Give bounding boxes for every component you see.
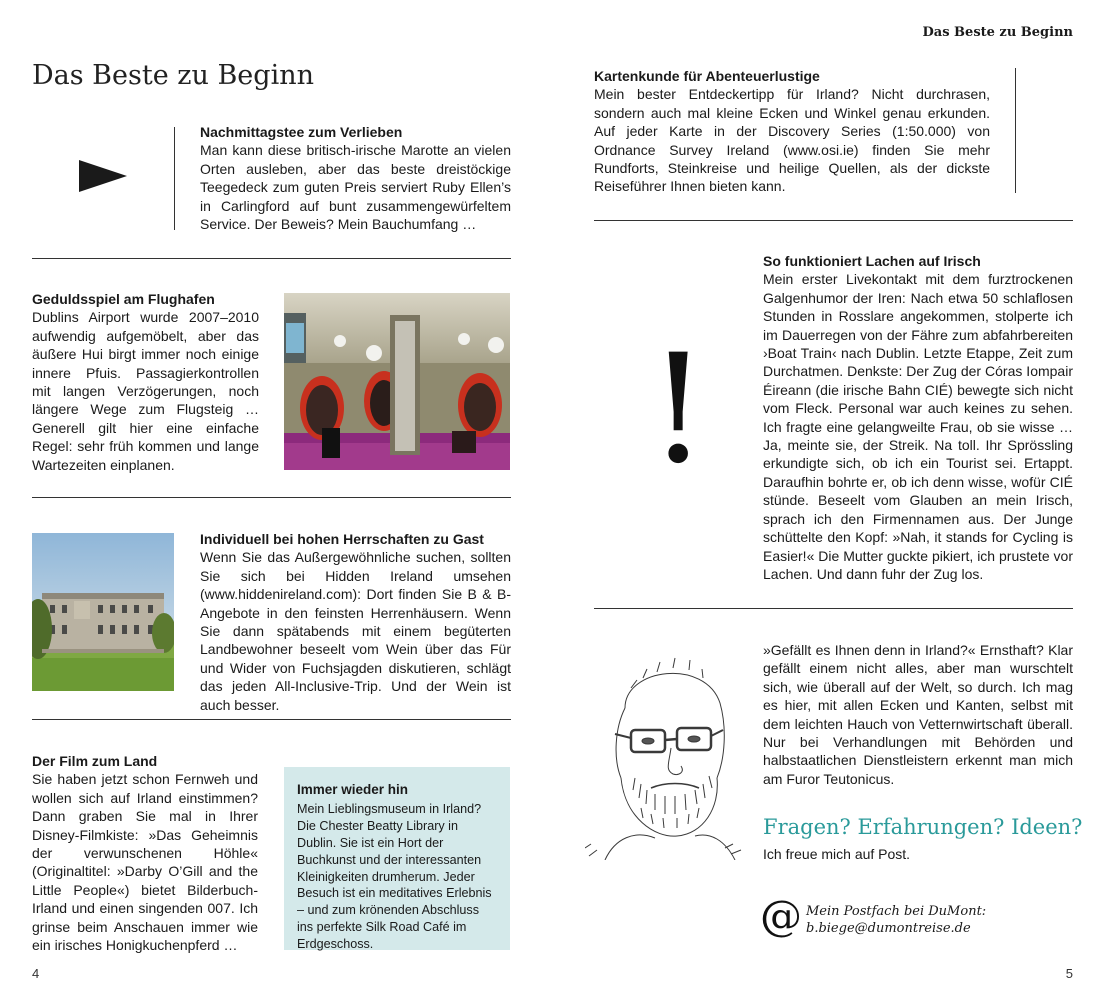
- box-body: Mein Lieblingsmuseum in Irland? Die Chester Beatty Library in Dublin. Sie ist ein Hort der Buchkunst und der interessanten Kleinigkeiten drumherum. Jeder Besuch ist ein meditatives Erlebnis – und zum krönenden Abschluss ins perfekte Silk Road Café im Erdgeschoss.: [297, 801, 492, 952]
- divider: [594, 220, 1073, 221]
- at-sign-icon: @: [760, 891, 802, 940]
- divider: [32, 497, 511, 498]
- section-film: [32, 752, 258, 954]
- section-heading: Der Film zum Land: [32, 753, 158, 769]
- section-heading: Geduldsspiel am Flughafen: [32, 291, 215, 307]
- section-heading: Individuell bei hohen Herrschaften zu Gast: [200, 531, 484, 547]
- section-herrschaften: [200, 530, 511, 714]
- section-body: Wenn Sie das Außergewöhnliche suchen, sollten Sie sich bei Hidden Ireland umsehen (www.hiddenireland.com): Dort finden Sie B & B-Angebote in den feinsten Herrenhäusern. Wenn Sie dann spätabends mit einem begüterten Landbewohner beseelt vom Wein über das Für und Wider von Fuchsjagden diskutieren, schlägt das jeden All-Inclusive-Trip. Und der Wein ist auch besser.: [200, 549, 511, 713]
- arrow-pointer-icon: [76, 156, 128, 196]
- box-heading: Immer wieder hin: [297, 782, 409, 797]
- section-kartenkunde: [594, 67, 990, 196]
- section-body: »Gefällt es Ihnen denn in Irland?« Ernsthaft? Klar gefällt einem nicht alles, aber man wurschtelt sich, wie überall auf der Welt, so durch. Ich mag es hier, mit allen Ecken und Kanten, selbst mit dem leichten Hauch von Vetternwirtschaft überall. Nur bei Verhandlungen mit Behörden und halbstaatlichen Dienstleistern erkennt man mich am Furor Teutonicus.: [763, 642, 1073, 787]
- section-body: Dublins Airport wurde 2007–2010 aufwendig aufgemöbelt, aber das äußere Hui birgt immer noch einige innere Pfuis. Passagierkontrollen mit langen Verzögerungen, noch längere Wege zum Flugsteig … Generell gilt hier eine einfache Regel: sehr früh kommen und lange Wartezeiten einplanen.: [32, 309, 259, 473]
- section-body: Sie haben jetzt schon Fernweh und wollen sich auf Irland einstimmen? Dann graben Sie mal in Ihrer Disney-Filmkiste: »Das Geheimnis der verwunschenen Höhle« (Originaltitel: »Darby O’Gill and the Little People«) bietet Bilderbuch-Irland und einen singenden 007. Ich grinse beim Anschauen immer wie ein irisches Honigkuchenpferd …: [32, 771, 258, 954]
- section-geduldsspiel: [32, 290, 259, 474]
- running-head: Das Beste zu Beginn: [922, 25, 1073, 40]
- mailbox-block: [806, 903, 986, 937]
- section-vertical-rule: [1015, 68, 1016, 193]
- section-heading: Nachmittagstee zum Verlieben: [200, 124, 403, 140]
- section-body: Mein bester Entdeckertipp für Irland? Nicht durchrasen, sondern auch mal kleine Ecken und Winkel genau erkunden. Auf jeder Karte in der Discovery Series (1:50.000) von Ordnance Survey Ireland (www.osi.ie) finden Sie mehr Rundforts, Steinkreise und heilige Quellen, als der dickste Reiseführer Ihnen bieten kann.: [594, 86, 990, 195]
- section-vertical-rule: [174, 127, 175, 230]
- contact-line: Ich freue mich auf Post.: [763, 846, 911, 862]
- mail-label: Mein Postfach bei DuMont:: [806, 904, 987, 919]
- section-body: Mein erster Livekontakt mit dem furztrockenen Galgenhumor der Iren: Nach etwa 50 schlaflosen Stunden in Rosslare angekommen, stolperte ich im Dauerregen von der Fähre zum abfahrbereiten ›Boat Train‹ nach Dublin. Letzte Etappe, Zeit zum Durchatmen. Denkste: Der Zug der Córas Iompair Éireann (die irische Bahn CIÉ) bewegte sich nicht vom Fleck. Personal war auch keines zu sehen. Ich fragte eine gelangweilte Frau, ob sie wisse … Ja, meinte sie, der Streik. Na toll. Ihr Sprössling erkundigte sich, ob ich ein Tourist sei. Ertappt. Daraufhin bohrte er, ob ich denn wisse, wofür CIÉ stünde. Beseelt vom Glauben an mein Irisch, sprach ich den Firmennamen aus. Der Junge schüttelte den Kopf: »Nah, it stands for Cycling is Easier!« Die Mutter guckte pikiert, ich prustete vor Lachen. Und dann fuhr der Zug los.: [763, 271, 1073, 582]
- divider: [594, 608, 1073, 609]
- divider: [32, 719, 511, 720]
- section-heading: Kartenkunde für Abenteuerlustige: [594, 68, 820, 84]
- page-title: Das Beste zu Beginn: [32, 60, 314, 91]
- page-number-right: 5: [1065, 966, 1073, 981]
- section-gefaellt: [763, 641, 1073, 788]
- author-portrait-sketch: [585, 648, 745, 860]
- divider: [32, 258, 511, 259]
- exclamation-mark-icon: !: [648, 323, 709, 497]
- section-nachmittagstee: [200, 123, 511, 233]
- section-lachen: [763, 252, 1073, 583]
- manor-house-photo: [32, 533, 174, 691]
- airport-lounge-photo: [284, 293, 510, 470]
- section-heading: So funktioniert Lachen auf Irisch: [763, 253, 981, 269]
- page-number-left: 4: [32, 966, 40, 981]
- email-link[interactable]: b.biege@dumontreise.de: [806, 921, 971, 936]
- section-body: Man kann diese britisch-irische Marotte an vielen Orten ausleben, aber das beste dreistöckige Teegedeck zum guten Preis serviert Ruby Ellen’s in Carlingford auf bunt zusammengewürfeltem Service. Der Beweis? Mein Bauchumfang …: [200, 142, 511, 233]
- tip-box-immer-wieder-hin: [284, 767, 510, 950]
- contact-question: Fragen? Erfahrungen? Ideen?: [763, 815, 1083, 839]
